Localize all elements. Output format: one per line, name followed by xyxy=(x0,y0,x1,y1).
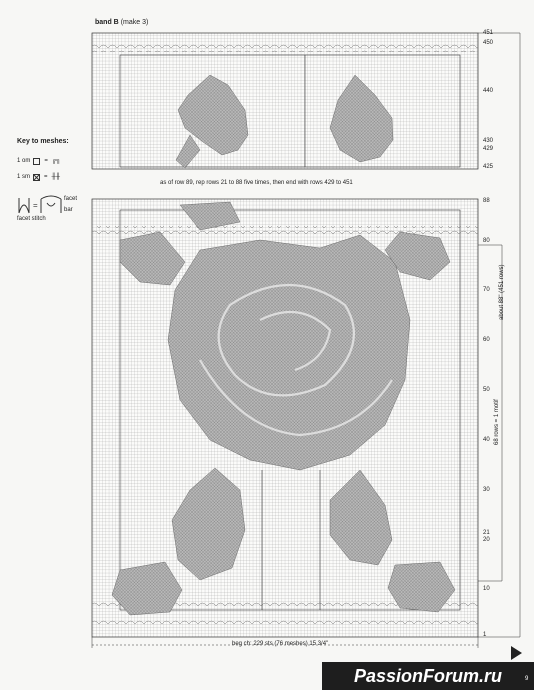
key-title: Key to meshes: xyxy=(17,138,69,145)
open-mesh-label: 1 om xyxy=(17,157,31,164)
total-length-note: about 88" (451 rows) xyxy=(499,264,505,320)
bar-label: bar xyxy=(64,207,73,213)
row-label-451: 451 xyxy=(483,30,494,36)
row-label-80: 80 xyxy=(483,238,490,244)
facet-label: facet xyxy=(64,196,78,202)
row-label-70: 70 xyxy=(483,287,490,293)
motif-length-note: 68 rows = 1 motif xyxy=(494,399,500,445)
band-title-text: band B xyxy=(95,19,119,26)
width-note: beg ch: 229 sts (76 meshes) 15 3/4" xyxy=(232,641,329,647)
key-solid-mesh: 1 sm = ╫╫ xyxy=(17,173,61,180)
row-label-1: 1 xyxy=(483,632,487,638)
row-label-60: 60 xyxy=(483,337,490,343)
row-label-430: 430 xyxy=(483,138,494,144)
solid-mesh-stitch-icon: ╫╫ xyxy=(51,173,61,180)
row-label-88: 88 xyxy=(483,198,490,204)
svg-text:=: = xyxy=(33,201,38,210)
solid-mesh-label: 1 sm xyxy=(17,173,31,180)
row-label-30: 30 xyxy=(483,487,490,493)
next-page-arrow-icon[interactable] xyxy=(511,646,522,660)
row-label-10: 10 xyxy=(483,586,490,592)
row-label-21: 21 xyxy=(483,530,490,536)
row-label-40: 40 xyxy=(483,437,490,443)
repeat-note: as of row 89, rep rows 21 to 88 five times, then end with rows 429 to 451 xyxy=(160,180,353,186)
watermark: PassionForum.ru xyxy=(322,662,534,690)
facet-stitch-label: facet stitch xyxy=(17,216,46,222)
key-open-mesh: 1 om = ╔╗ xyxy=(17,157,61,164)
row-label-440: 440 xyxy=(483,88,494,94)
band-note: (make 3) xyxy=(120,19,149,26)
row-label-450: 450 xyxy=(483,40,494,46)
row-label-425: 425 xyxy=(483,164,494,170)
upper-grid xyxy=(92,33,478,169)
open-mesh-stitch-icon: ╔╗ xyxy=(51,157,61,164)
row-label-50: 50 xyxy=(483,387,490,393)
page-number: 9 xyxy=(525,676,529,682)
row-label-429: 429 xyxy=(483,146,494,152)
row-label-20: 20 xyxy=(483,537,490,543)
